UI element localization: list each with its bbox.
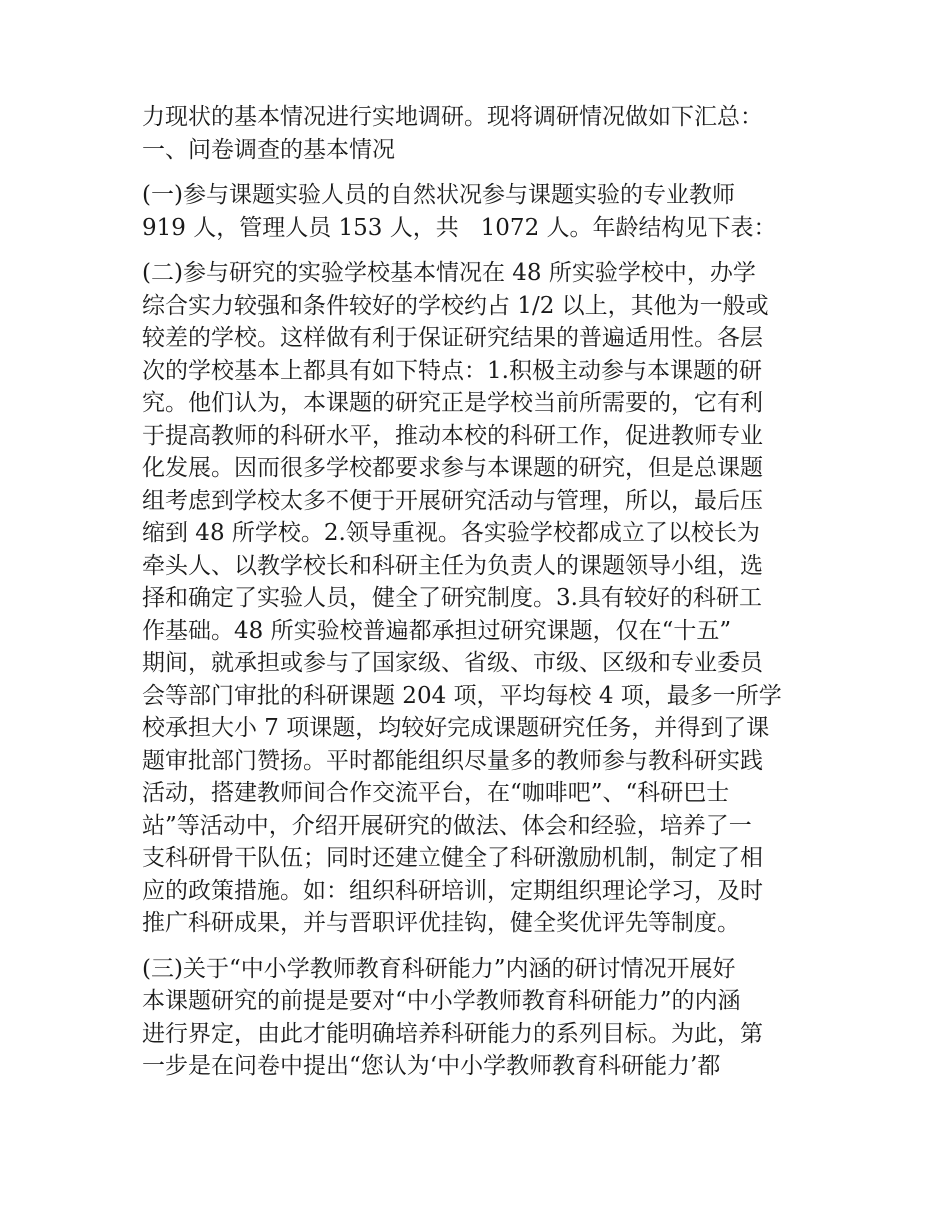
paragraph-gap [142,166,817,179]
document-body [142,101,817,1083]
paragraph-gap [142,940,817,953]
paragraph-gap [142,244,817,257]
paragraph-section-3: (三)关于“中小学教师教育科研能力”内涵的研讨情况开展好 本课题研究的前提是要对“中小学教师教育科研能力”的内涵 进行界定，由此才能明确培养科研能力的系列目标。为此，第 一步是在问卷中提出“您认为‘中小学教师教育科研能力’都 [142,955,763,1079]
paragraph-section-2: (二)参与研究的实验学校基本情况在 48 所实验学校中，办学 综合实力较强和条件较好的学校约占 1/2 以上，其他为一般或 较差的学校。这样做有利于保证研究结果的普遍适用性。各层 次的学校基本上都具有如下特点：1.积极主动参与本课题的研 究。他们认为，本课题的研究正是学校当前所需要的，它有利 于提高教师的科研水平，推动本校的科研工作，促进教师专业 化发展。因而很多学校都要求参与本课题的研究，但是总课题 组考虑到学校太多不便于开展研究活动与管理，所以，最后压 缩到 48 所学校。2.领导重视。各实验学校都成立了以校长为 牵头人、以教学校长和科研主任为负责人的课题领导小组，选 择和确定了实验人员，健全了研究制度。3.具有较好的科研工 作基础。48 所实验校普遍都承担过研究课题，仅在“十五” 期间，就承担或参与了国家级、省级、市级、区级和专业委员 会等部门审批的科研课题 204 项，平均每校 4 项，最多一所学 校承担大小 7 项课题，均较好完成课题研究任务，并得到了课 题审批部门赞扬。平时都能组织尽量多的教师参与教科研实践 活动，搭建教师间合作交流平台，在“咖啡吧”、“科研巴士 站”等活动中，介绍开展研究的做法、体会和经验，培养了一 支科研骨干队伍；同时还建立健全了科研激励机制，制定了相 应的政策措施。如：组织科研培训，定期组织理论学习，及时 推广科研成果，并与晋职评优挂钩，健全奖优评先等制度。 [142,260,782,936]
paragraph-intro: 力现状的基本情况进行实地调研。现将调研情况做如下汇总： 一、问卷调查的基本情况 [142,104,763,163]
paragraph-section-1: (一)参与课题实验人员的自然状况参与课题实验的专业教师 919 人，管理人员 153 人，共 1072 人。年龄结构见下表： [142,182,777,241]
